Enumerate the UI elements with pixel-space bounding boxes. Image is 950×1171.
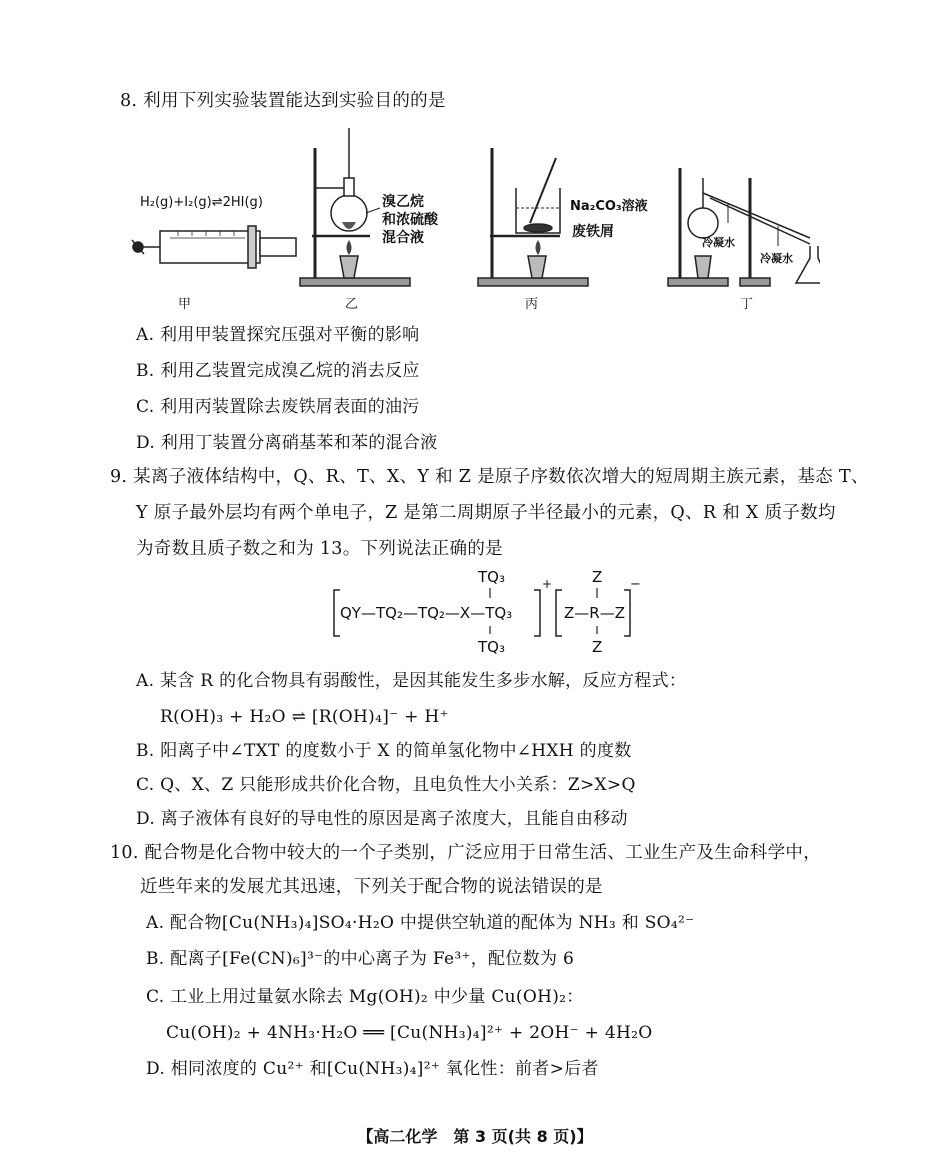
apparatus-ding [668,168,820,286]
apparatus-svg [120,118,820,318]
apparatus-yi [300,128,439,286]
q10-option-c-line1: C. 工业上用过量氨水除去 Mg(OH)₂ 中少量 Cu(OH)₂： [146,987,584,1007]
q8-option-c: C. 利用丙装置除去废铁屑表面的油污 [136,397,420,417]
cation-bottom: TQ₃ [478,638,505,656]
yi-label-2: 和浓硫酸 [382,212,438,228]
q8-apparatus-figure [120,118,820,318]
q9-ionic-liquid-structure [330,568,640,658]
cation-chain: QY—TQ₂—TQ₂—X—TQ₃ [340,604,513,622]
cation-charge: + [542,577,553,591]
bing-label-2: 废铁屑 [572,224,614,240]
q9-stem-line3: 为奇数且质子数之和为 13。下列说法正确的是 [136,539,503,559]
q9-option-a-line1: A. 某含 R 的化合物具有弱酸性，是因其能发生多步水解，反应方程式： [136,671,687,691]
q9-stem-line1: 9. 某离子液体结构中，Q、R、T、X、Y 和 Z 是原子序数依次增大的短周期主族元素，基态 T、 [110,467,869,487]
caption-bing: 丙 [525,297,539,312]
jia-equation: H₂(g)+I₂(g)⇌2HI(g) [140,195,263,210]
q10-option-a: A. 配合物[Cu(NH₃)₄]SO₄·H₂O 中提供空轨道的配体为 NH₃ 和 SO₄²⁻ [146,913,695,933]
q10-stem-line2: 近些年来的发展尤其迅速，下列关于配合物的说法错误的是 [140,877,603,897]
q10-option-d: D. 相同浓度的 Cu²⁺ 和[Cu(NH₃)₄]²⁺ 氧化性：前者>后者 [146,1059,599,1079]
anion-chain: Z—R—Z [564,604,625,622]
anion-top: Z [592,568,603,586]
q10-option-b: B. 配离子[Fe(CN)₆]³⁻的中心离子为 Fe³⁺，配位数为 6 [146,949,575,969]
q8-option-b: B. 利用乙装置完成溴乙烷的消去反应 [136,361,420,381]
caption-ding: 丁 [740,297,754,312]
q9-option-b: B. 阳离子中∠TXT 的度数小于 X 的简单氢化物中∠HXH 的度数 [136,741,632,761]
bing-label-1: Na₂CO₃溶液 [570,199,648,214]
q8-stem: 8. 利用下列实验装置能达到实验目的的是 [120,91,446,111]
yi-label-3: 混合液 [382,230,424,246]
q10-stem-line1: 10. 配合物是化合物中较大的一个子类别，广泛应用于日常生活、工业生产及生命科学中， [110,843,821,863]
q9-option-d: D. 离子液体有良好的导电性的原因是离子浓度大，且能自由移动 [136,809,628,829]
apparatus-bing [478,148,648,286]
q9-stem-line2: Y 原子最外层均有两个单电子，Z 是第二周期原子半径最小的元素，Q、R 和 X 质子数均 [136,503,836,523]
q10-option-c-equation: Cu(OH)₂ + 4NH₃·H₂O ══ [Cu(NH₃)₄]²⁺ + 2OH⁻ + 4H₂O [166,1023,653,1043]
yi-label-1: 溴乙烷 [382,194,424,210]
cation-top: TQ₃ [478,568,505,586]
q9-option-c: C. Q、X、Z 只能形成共价化合物，且电负性大小关系：Z>X>Q [136,775,636,795]
q8-option-d: D. 利用丁装置分离硝基苯和苯的混合液 [136,433,438,453]
page-footer: 【高二化学 第 3 页(共 8 页)】 [357,1127,593,1146]
anion-charge: − [630,577,640,592]
anion-bottom: Z [592,638,603,656]
caption-jia: 甲 [178,297,192,312]
apparatus-jia [132,195,296,268]
caption-yi: 乙 [345,297,359,312]
q8-option-a: A. 利用甲装置探究压强对平衡的影响 [136,325,420,345]
ding-label-1: 冷凝水 [702,236,735,249]
ding-label-2: 冷凝水 [760,252,793,265]
q9-option-a-equation: R(OH)₃ + H₂O ⇌ [R(OH)₄]⁻ + H⁺ [160,707,449,727]
structure-svg [330,568,640,658]
